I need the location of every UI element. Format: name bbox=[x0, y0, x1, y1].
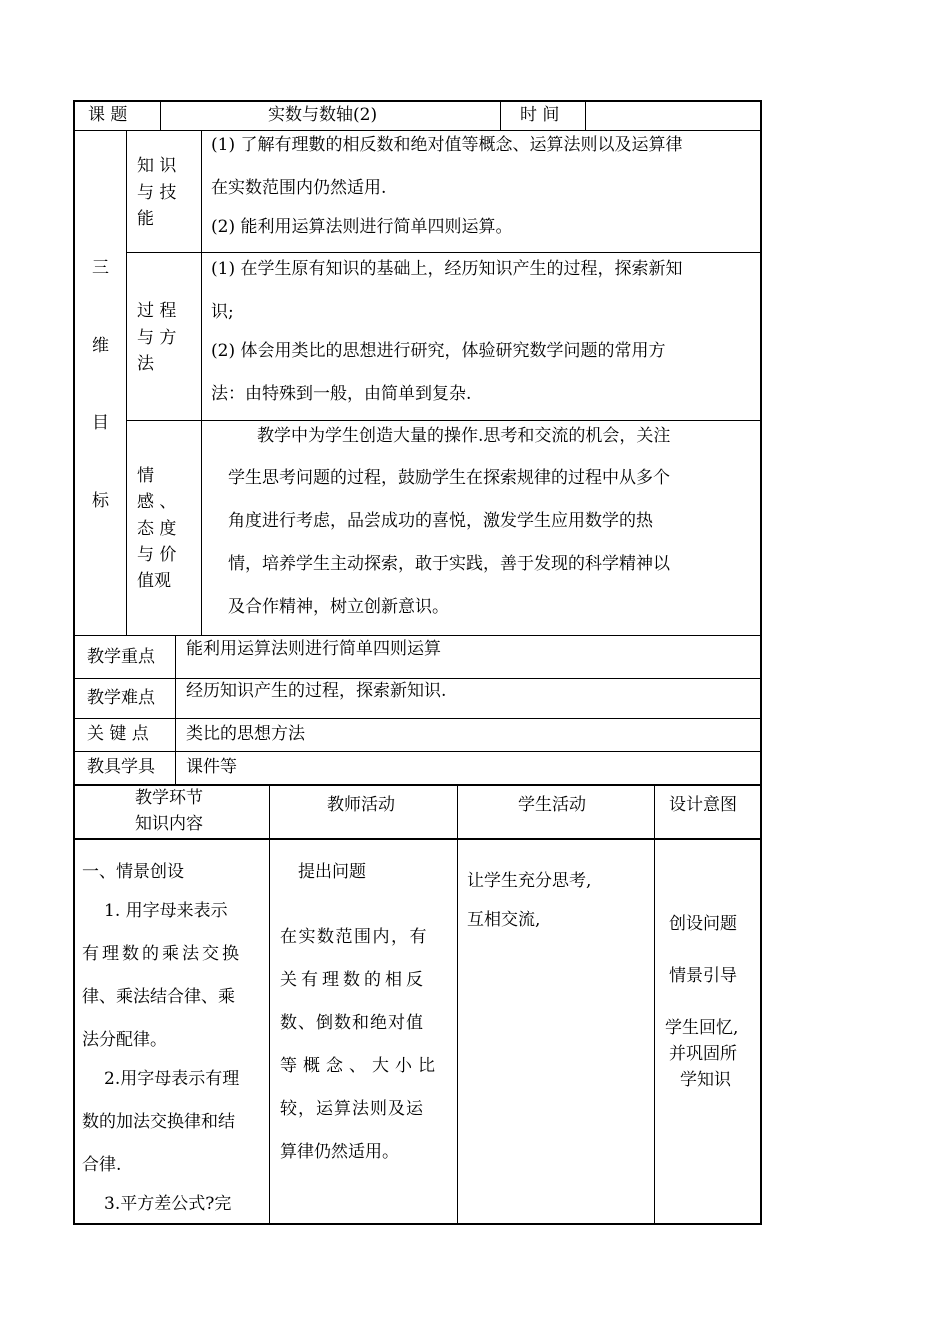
lesson-title: 实数与数轴(2) bbox=[268, 105, 378, 125]
header-teaching-stage: 教学环节 bbox=[135, 788, 203, 808]
header-student-activity: 学生活动 bbox=[518, 795, 586, 815]
tools-label: 教具学具 bbox=[87, 757, 155, 777]
title-label: 课 题 bbox=[88, 105, 128, 125]
header-knowledge-content: 知识内容 bbox=[135, 814, 203, 834]
time-label: 时 间 bbox=[520, 105, 560, 125]
difficulty-value: 经历知识产生的过程，探索新知识. bbox=[186, 681, 447, 701]
key-point-value: 能利用运算法则进行简单四则运算 bbox=[186, 639, 441, 659]
difficulty-label: 教学难点 bbox=[87, 688, 155, 708]
keypoint-label: 关 键 点 bbox=[87, 724, 149, 744]
tools-value: 课件等 bbox=[186, 757, 237, 777]
keypoint-value: 类比的思想方法 bbox=[186, 724, 305, 744]
key-point-label: 教学重点 bbox=[87, 647, 155, 667]
header-teacher-activity: 教师活动 bbox=[327, 795, 395, 815]
header-design-intent: 设计意图 bbox=[669, 795, 737, 815]
